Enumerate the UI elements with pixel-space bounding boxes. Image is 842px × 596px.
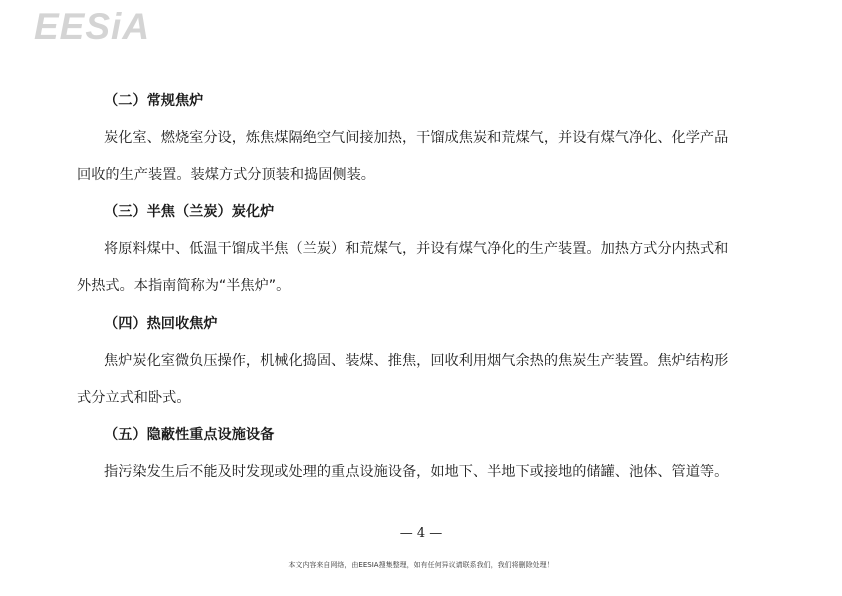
- paragraph-line: 外热式。本指南简称为“半焦炉”。: [77, 278, 291, 294]
- paragraph-line: 炭化室、燃烧室分设，炼焦煤隔绝空气间接加热，干馏成焦炭和荒煤气，并设有煤气净化、化学产品: [104, 130, 729, 146]
- paragraph-line: 式分立式和卧式。: [77, 390, 191, 406]
- section-heading-conventional-coke-oven: （二）常规焦炉: [104, 93, 204, 109]
- section-heading-concealed-key-facilities: （五）隐蔽性重点设施设备: [104, 427, 275, 443]
- page-number: — 4 —: [399, 526, 443, 541]
- paragraph-line: 将原料煤中、低温干馏成半焦（兰炭）和荒煤气，并设有煤气净化的生产装置。加热方式分内热式和: [104, 241, 729, 257]
- section-heading-heat-recovery-coke-oven: （四）热回收焦炉: [104, 316, 218, 332]
- eesia-logo: EESiA: [34, 6, 151, 47]
- paragraph-line: 焦炉炭化室微负压操作，机械化捣固、装煤、推焦，回收利用烟气余热的焦炭生产装置。焦炉结构形: [104, 353, 729, 369]
- paragraph-line: 回收的生产装置。装煤方式分顶装和捣固侧装。: [77, 167, 375, 183]
- footer-disclaimer: 本文内容来自网络，由EESIA搜集整理，如有任何异议请联系我们，我们将删除处理！: [288, 561, 554, 569]
- section-heading-semi-coke-furnace: （三）半焦（兰炭）炭化炉: [104, 204, 275, 220]
- paragraph-line: 指污染发生后不能及时发现或处理的重点设施设备，如地下、半地下或接地的储罐、池体、管道等。: [104, 464, 729, 480]
